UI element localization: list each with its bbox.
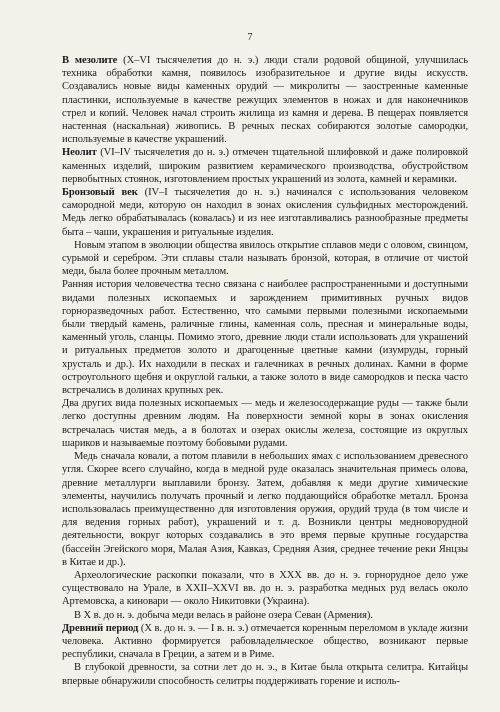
paragraph-copper-iron <box>62 397 468 450</box>
term-mesolithic: В мезолите <box>62 55 118 66</box>
paragraph-text: (IV–I тысячелетия до н. э.) начинался с использования человеком самородной меди, которую он находил в зонах окисления сульфидных месторождений. Медь легко обрабатывалась (ковалась) и из нее изготавливались разнообразные предметы быта – чаши, украшения и ритуальные изделия. <box>62 187 468 238</box>
paragraph-ancient-period <box>62 622 468 662</box>
page-number: 7 <box>247 32 253 43</box>
term-neolithic: Неолит <box>62 147 97 159</box>
term-ancient-period: Древний период <box>62 622 139 634</box>
paragraph-early-history <box>62 278 468 397</box>
paragraph-sevan <box>62 609 468 622</box>
paragraph-mesolithic <box>62 54 468 146</box>
paragraph-text: (Х–VI тысячелетия до н. э.) люди стали родовой общиной, улучшилась техника обработки камня, появилось изобразительное и другие виды искусств. Создавались новые виды каменных орудий — микролиты — заостренные каменные пластинки, используемые в качестве режущих элементов в ножах и для наконечников стрел и копий. Человек начал строить жилища из камня и дерева. В пещерах появляется настенная (наскальная) живопись. В речных песках собираются золотые самородки, используемые в качестве украшений. <box>62 55 469 146</box>
body-text <box>62 54 468 688</box>
paragraph-excavations <box>62 569 468 609</box>
paragraph-bronze-age <box>62 186 468 239</box>
term-bronze-age: Бронзовый век <box>62 187 138 199</box>
paragraph-neolithic <box>62 146 468 186</box>
paragraph-text: Новым этапом в эволюции общества явилось открытие сплавов меди с оловом, свинцом, сурьмой и серебром. Эти сплавы стали называть бронзой, которая, в отличие от чистой меди, была более прочным металлом. <box>62 239 468 278</box>
paragraph-smelting <box>62 450 468 569</box>
paragraph-text: Археологические раскопки показали, что в ХХХ вв. до н. э. горнорудное дело уже существовало на Урале, в ХХII–ХХVI вв. до н. э. разработка медных руд велась около Артемовска, а киновари — около Никитовки (Украина). <box>62 569 468 608</box>
paragraph-text: (VI–IV тысячелетия до н. э.) отмечен тщательной шлифовкой и даже полировкой каменных изделий, широким развитием керамического производства, обустройством первобытных стоянок, изготовлением простых украшений из золота, камней и керамики. <box>62 147 468 185</box>
paragraph-text: Ранняя история человечества тесно связана с наиболее распространенными и доступными видами полезных ископаемых и зарождением примитивных ручных видов горноразведочных работ. Естественно, что самыми первыми полезными ископаемыми были твердый камень, раличные глины, каменная соль, пресная и минеральные воды, каменный уголь, сланцы. Помимо этого, древние люди стали использовать для украшений и ритуальных предметов золото и драгоценные цветные камни (изумруды, горный хрусталь и др.). Их находили в песках и галечниках в речных долинах. Камни в форме остроугольного щебня и округлой гальки, а также золото в виде самородков и песка часто встречались в долинах крупных рек. <box>62 279 468 397</box>
paragraph-alloys <box>62 239 468 279</box>
paragraph-text: Медь сначала ковали, а потом плавили в небольших ямах с использованием древесного угля. Скорее всего случайно, когда в медной руде оказалась значительная примесь олова, древние металлурги выплавили бронзу. Затем, добавляя к меди другие химические элементы, научились получать прочный и легко поддающийся обработке металл. Бронза использовалась преимущественно для изготовления оружия, орудий труда (в том числе и для ведения горных работ), украшений и т. д. Возникли центры медноворудной деятельности, вокруг которых создавались в это время первые крупные государства (бассейн Эгейского моря, Малая Азия, Кавказ, Средняя Азия, среднее течение реки Янцзы в Китае и др.). <box>62 451 468 568</box>
paragraph-text: В глубокой древности, за сотни лет до н. э., в Китае была открыта селитра. Китайцы впервые обнаружили способность селитры поддерживать горение и исполь- <box>62 662 468 687</box>
paragraph-text: В Х в. до н. э. добыча меди велась в районе озера Севан (Армения). <box>74 609 373 621</box>
paragraph-text: (Х в. до н. э. — I в. н. э.) отмечается коренным переломом в укладе жизни человека. Активно формируется рабовладельческое общество, возникают первые республики, сначала в Греции, а затем и в Риме. <box>62 622 468 661</box>
paragraph-saltpeter <box>62 661 468 687</box>
paragraph-text: Два других вида полезных ископаемых — медь и железосодержащие руды — также были легко доступны древним людям. На поверхности земной коры в зонах окисления встречалась чистая медь, а в болотах и озерах окислы железа, состоящие из округлых шариков и называемые поэтому бобовыми рудами. <box>62 398 468 449</box>
